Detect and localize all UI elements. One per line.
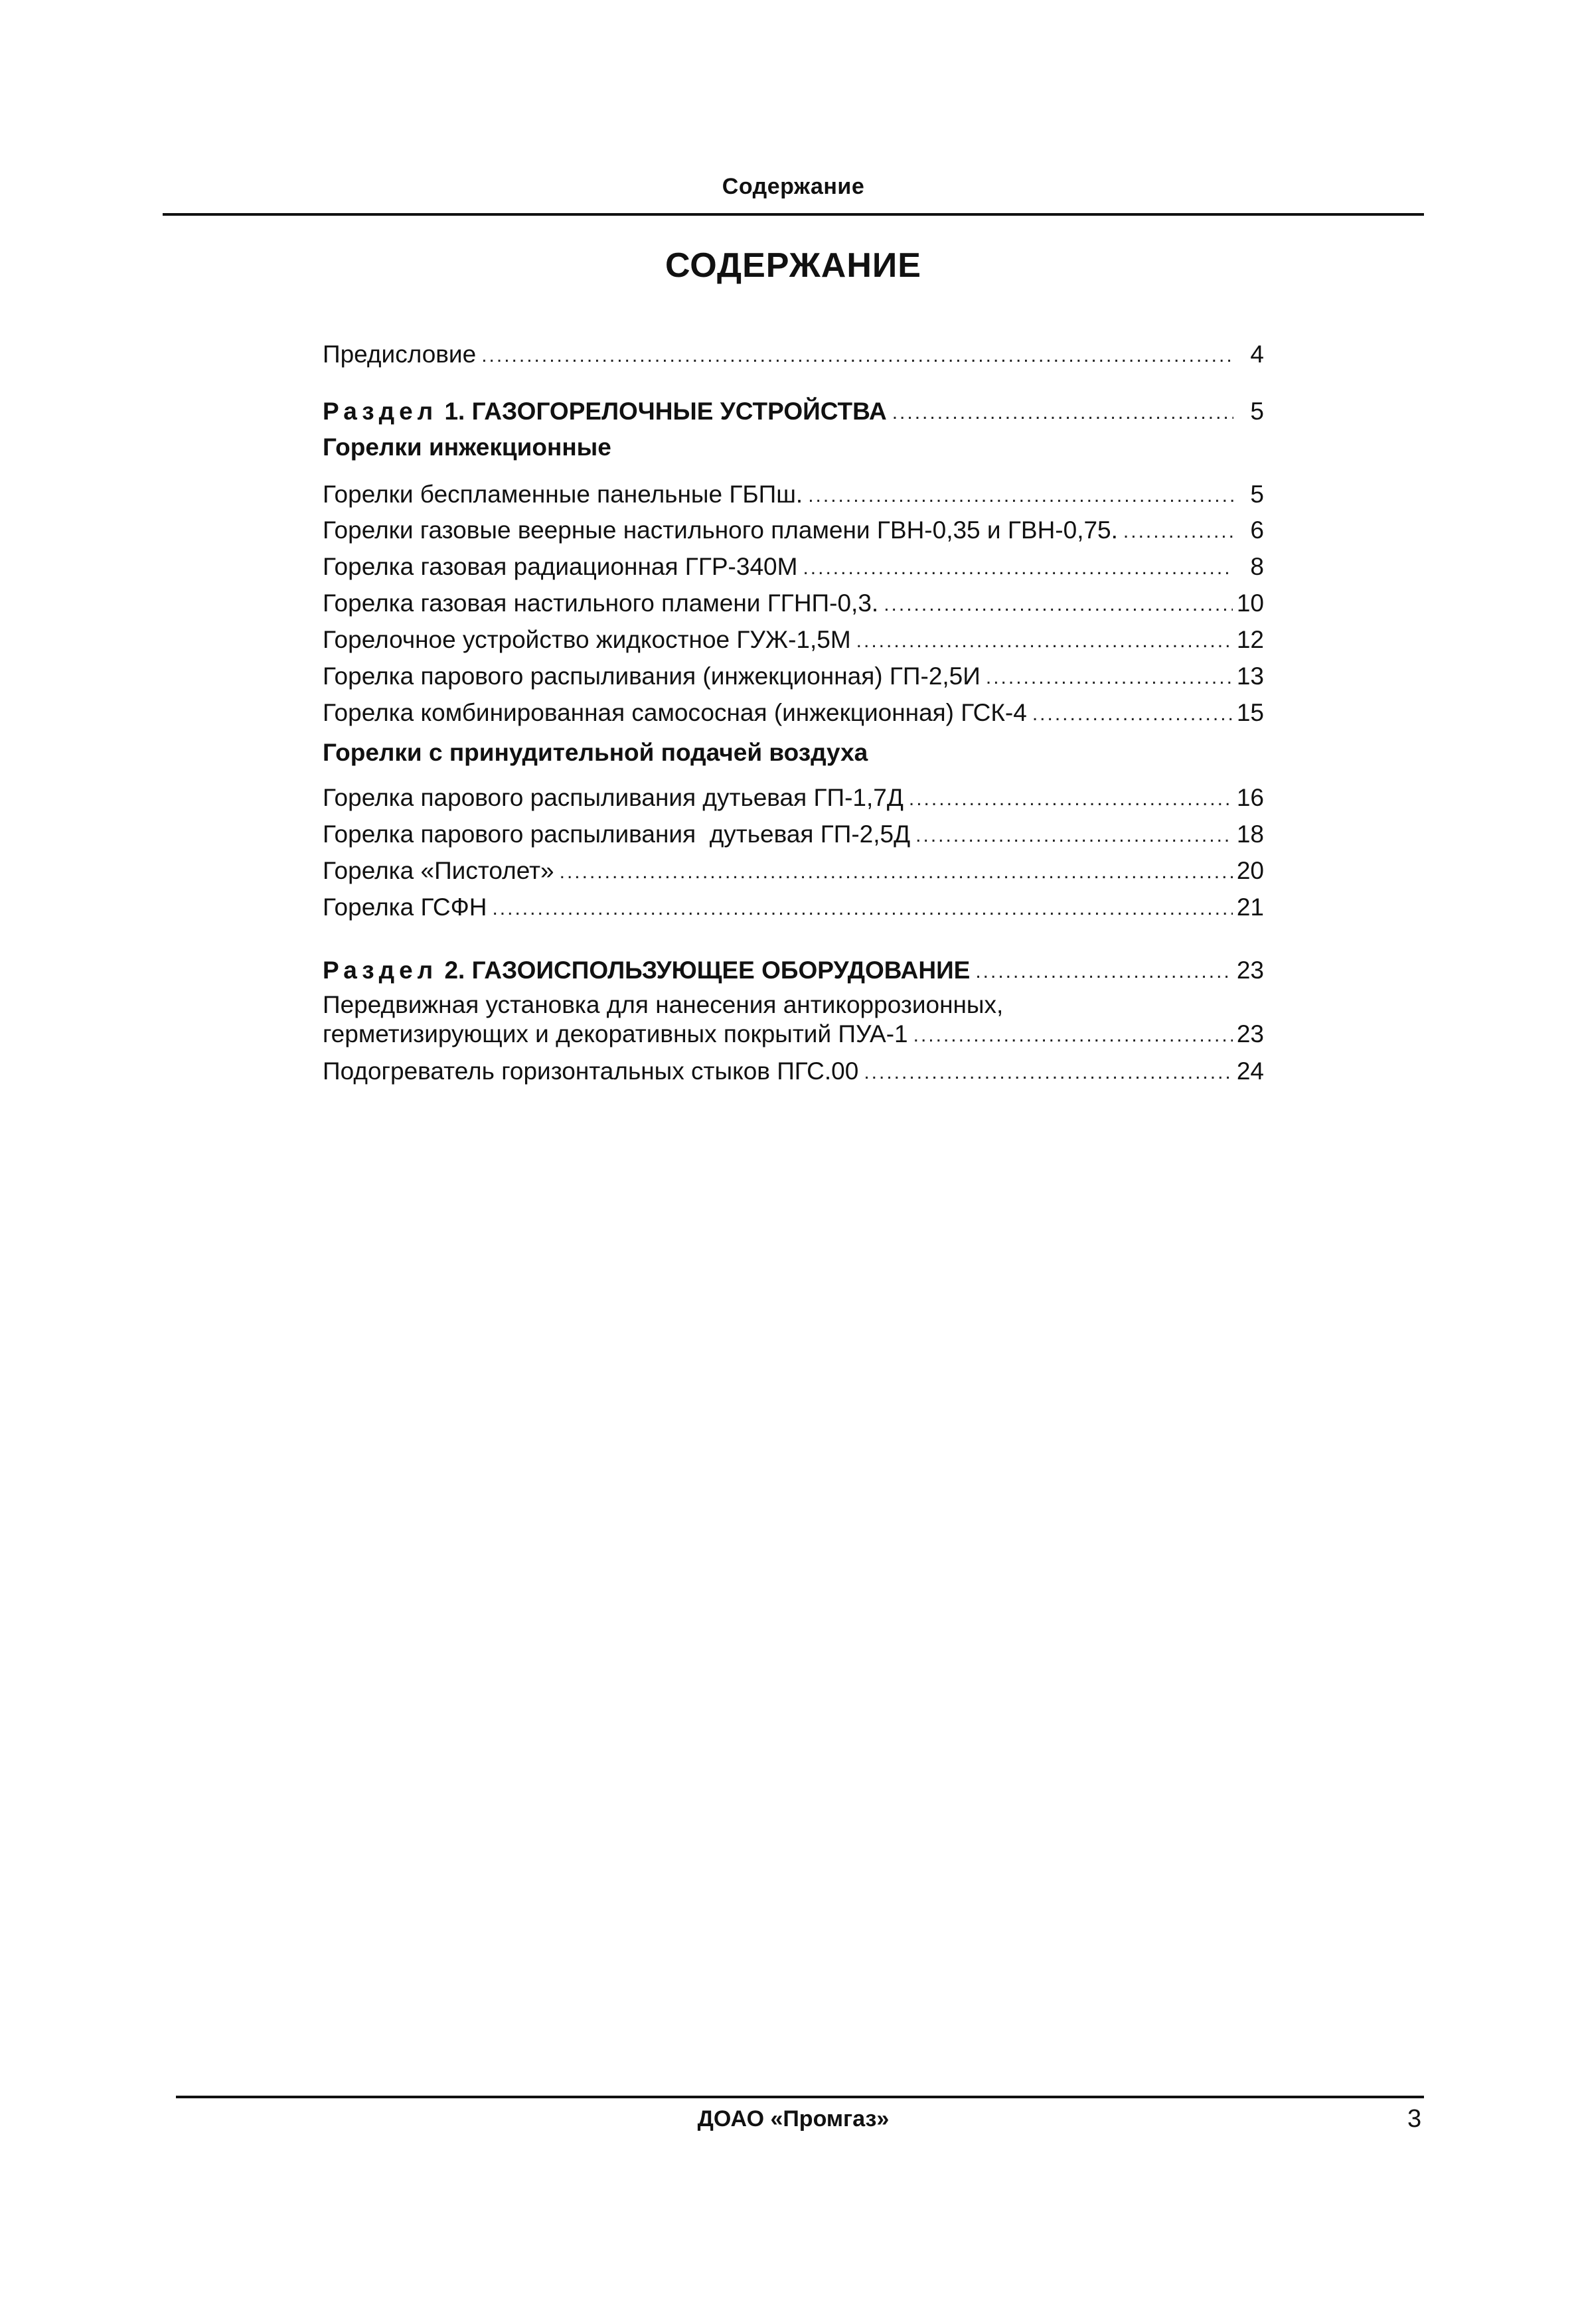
toc-entry-page: 13 xyxy=(1236,662,1264,690)
leader-dots xyxy=(975,959,1233,985)
toc-entry[interactable] xyxy=(323,516,1264,545)
leader-dots xyxy=(1123,518,1233,545)
toc-entry-page: 16 xyxy=(1236,784,1264,811)
toc-entry-preface[interactable] xyxy=(323,340,1264,369)
toc-entry[interactable] xyxy=(323,1057,1264,1086)
toc-entry[interactable] xyxy=(323,856,1264,886)
leader-dots xyxy=(803,555,1233,581)
toc-entry[interactable] xyxy=(323,625,1264,655)
toc-entry-page: 10 xyxy=(1236,589,1264,617)
footer-rule xyxy=(176,2096,1424,2098)
toc-entry-page: 18 xyxy=(1236,820,1264,848)
leader-dots xyxy=(1032,701,1233,728)
toc-entry-text-line1: Передвижная установка для нанесения антикоррозионных, xyxy=(323,991,1004,1018)
toc-entry-text: Горелка «Пистолет» xyxy=(323,857,554,884)
header-rule xyxy=(163,213,1424,216)
leader-dots xyxy=(915,822,1233,849)
leader-dots xyxy=(481,343,1233,369)
toc-group-heading: Горелки инжекционные xyxy=(323,433,611,461)
leader-dots xyxy=(909,786,1233,813)
toc-title: СОДЕРЖАНИЕ xyxy=(665,246,921,285)
toc-entry-text: Предисловие xyxy=(323,341,477,368)
toc-entry[interactable] xyxy=(323,783,1264,813)
toc-entry-text: Подогреватель горизонтальных стыков ПГС.00 xyxy=(323,1057,859,1085)
toc-entry[interactable] xyxy=(323,662,1264,691)
page-number: 3 xyxy=(1407,2105,1422,2133)
leader-dots xyxy=(808,483,1233,509)
toc-section-2[interactable] xyxy=(323,956,1264,985)
toc-entry-page: 20 xyxy=(1236,857,1264,884)
toc-entry-page: 12 xyxy=(1236,626,1264,653)
toc-entry-page: 5 xyxy=(1250,398,1264,425)
toc-entry-page: 8 xyxy=(1250,553,1264,580)
toc-entry[interactable] xyxy=(323,480,1264,509)
leader-dots xyxy=(560,859,1233,886)
footer-organization: ДОАО «Промгаз» xyxy=(697,2106,890,2131)
toc-entry-page: 24 xyxy=(1236,1057,1264,1085)
toc-entry-page: 15 xyxy=(1236,699,1264,726)
toc-entry-text: герметизирующих и декоративных покрытий ПУА-1 xyxy=(323,1020,908,1047)
toc-entry[interactable] xyxy=(323,820,1264,849)
leader-dots xyxy=(492,895,1232,922)
toc-entry-page: 23 xyxy=(1236,1020,1264,1047)
leader-dots xyxy=(856,628,1233,655)
toc-entry-text: Горелка парового распыливания дутьевая ГП-1,7Д xyxy=(323,784,904,811)
toc-entry-text: Горелка комбинированная самососная (инжекционная) ГСК-4 xyxy=(323,699,1027,726)
toc-entry-page: 6 xyxy=(1250,516,1264,544)
section-prefix: Раздел xyxy=(323,398,438,425)
leader-dots xyxy=(913,1022,1233,1049)
running-header-title: Содержание xyxy=(722,174,865,199)
toc-entry-text: Горелочное устройство жидкостное ГУЖ-1,5М xyxy=(323,626,851,653)
toc-entry-page: 4 xyxy=(1250,341,1264,368)
leader-dots xyxy=(986,664,1233,691)
section-prefix: Раздел xyxy=(323,957,438,984)
toc-entry[interactable] xyxy=(323,893,1264,922)
section-title: 2. ГАЗОИСПОЛЬЗУЮЩЕЕ ОБОРУДОВАНИЕ xyxy=(444,957,971,984)
toc-entry-text: Горелка парового распыливания (инжекционная) ГП-2,5И xyxy=(323,662,981,690)
toc-entry-text: Горелка парового распыливания дутьевая ГП-2,5Д xyxy=(323,820,911,848)
toc-entry[interactable] xyxy=(323,552,1264,581)
leader-dots xyxy=(892,400,1233,426)
toc-section-1[interactable] xyxy=(323,397,1264,426)
toc-entry-text: Горелки беспламенные панельные ГБПш. xyxy=(323,481,803,508)
toc-entry-text: Горелки газовые веерные настильного пламени ГВН-0,35 и ГВН-0,75. xyxy=(323,516,1118,544)
toc-entry-text: Горелка газовая настильного пламени ГГНП-0,3. xyxy=(323,589,879,617)
leader-dots xyxy=(864,1059,1233,1086)
toc-entry-text: Горелка газовая радиационная ГГР-340М xyxy=(323,553,798,580)
toc-entry[interactable] xyxy=(323,1020,1264,1049)
toc-entry[interactable] xyxy=(323,698,1264,728)
toc-entry[interactable] xyxy=(323,589,1264,618)
toc-entry-page: 21 xyxy=(1236,893,1264,921)
toc-entry-page: 23 xyxy=(1236,957,1264,984)
toc-entry-page: 5 xyxy=(1250,481,1264,508)
toc-entry-text: Горелка ГСФН xyxy=(323,893,487,921)
leader-dots xyxy=(884,591,1233,618)
section-title: 1. ГАЗОГОРЕЛОЧНЫЕ УСТРОЙСТВА xyxy=(444,398,887,425)
toc-group-heading: Горелки с принудительной подачей воздуха xyxy=(323,739,868,766)
